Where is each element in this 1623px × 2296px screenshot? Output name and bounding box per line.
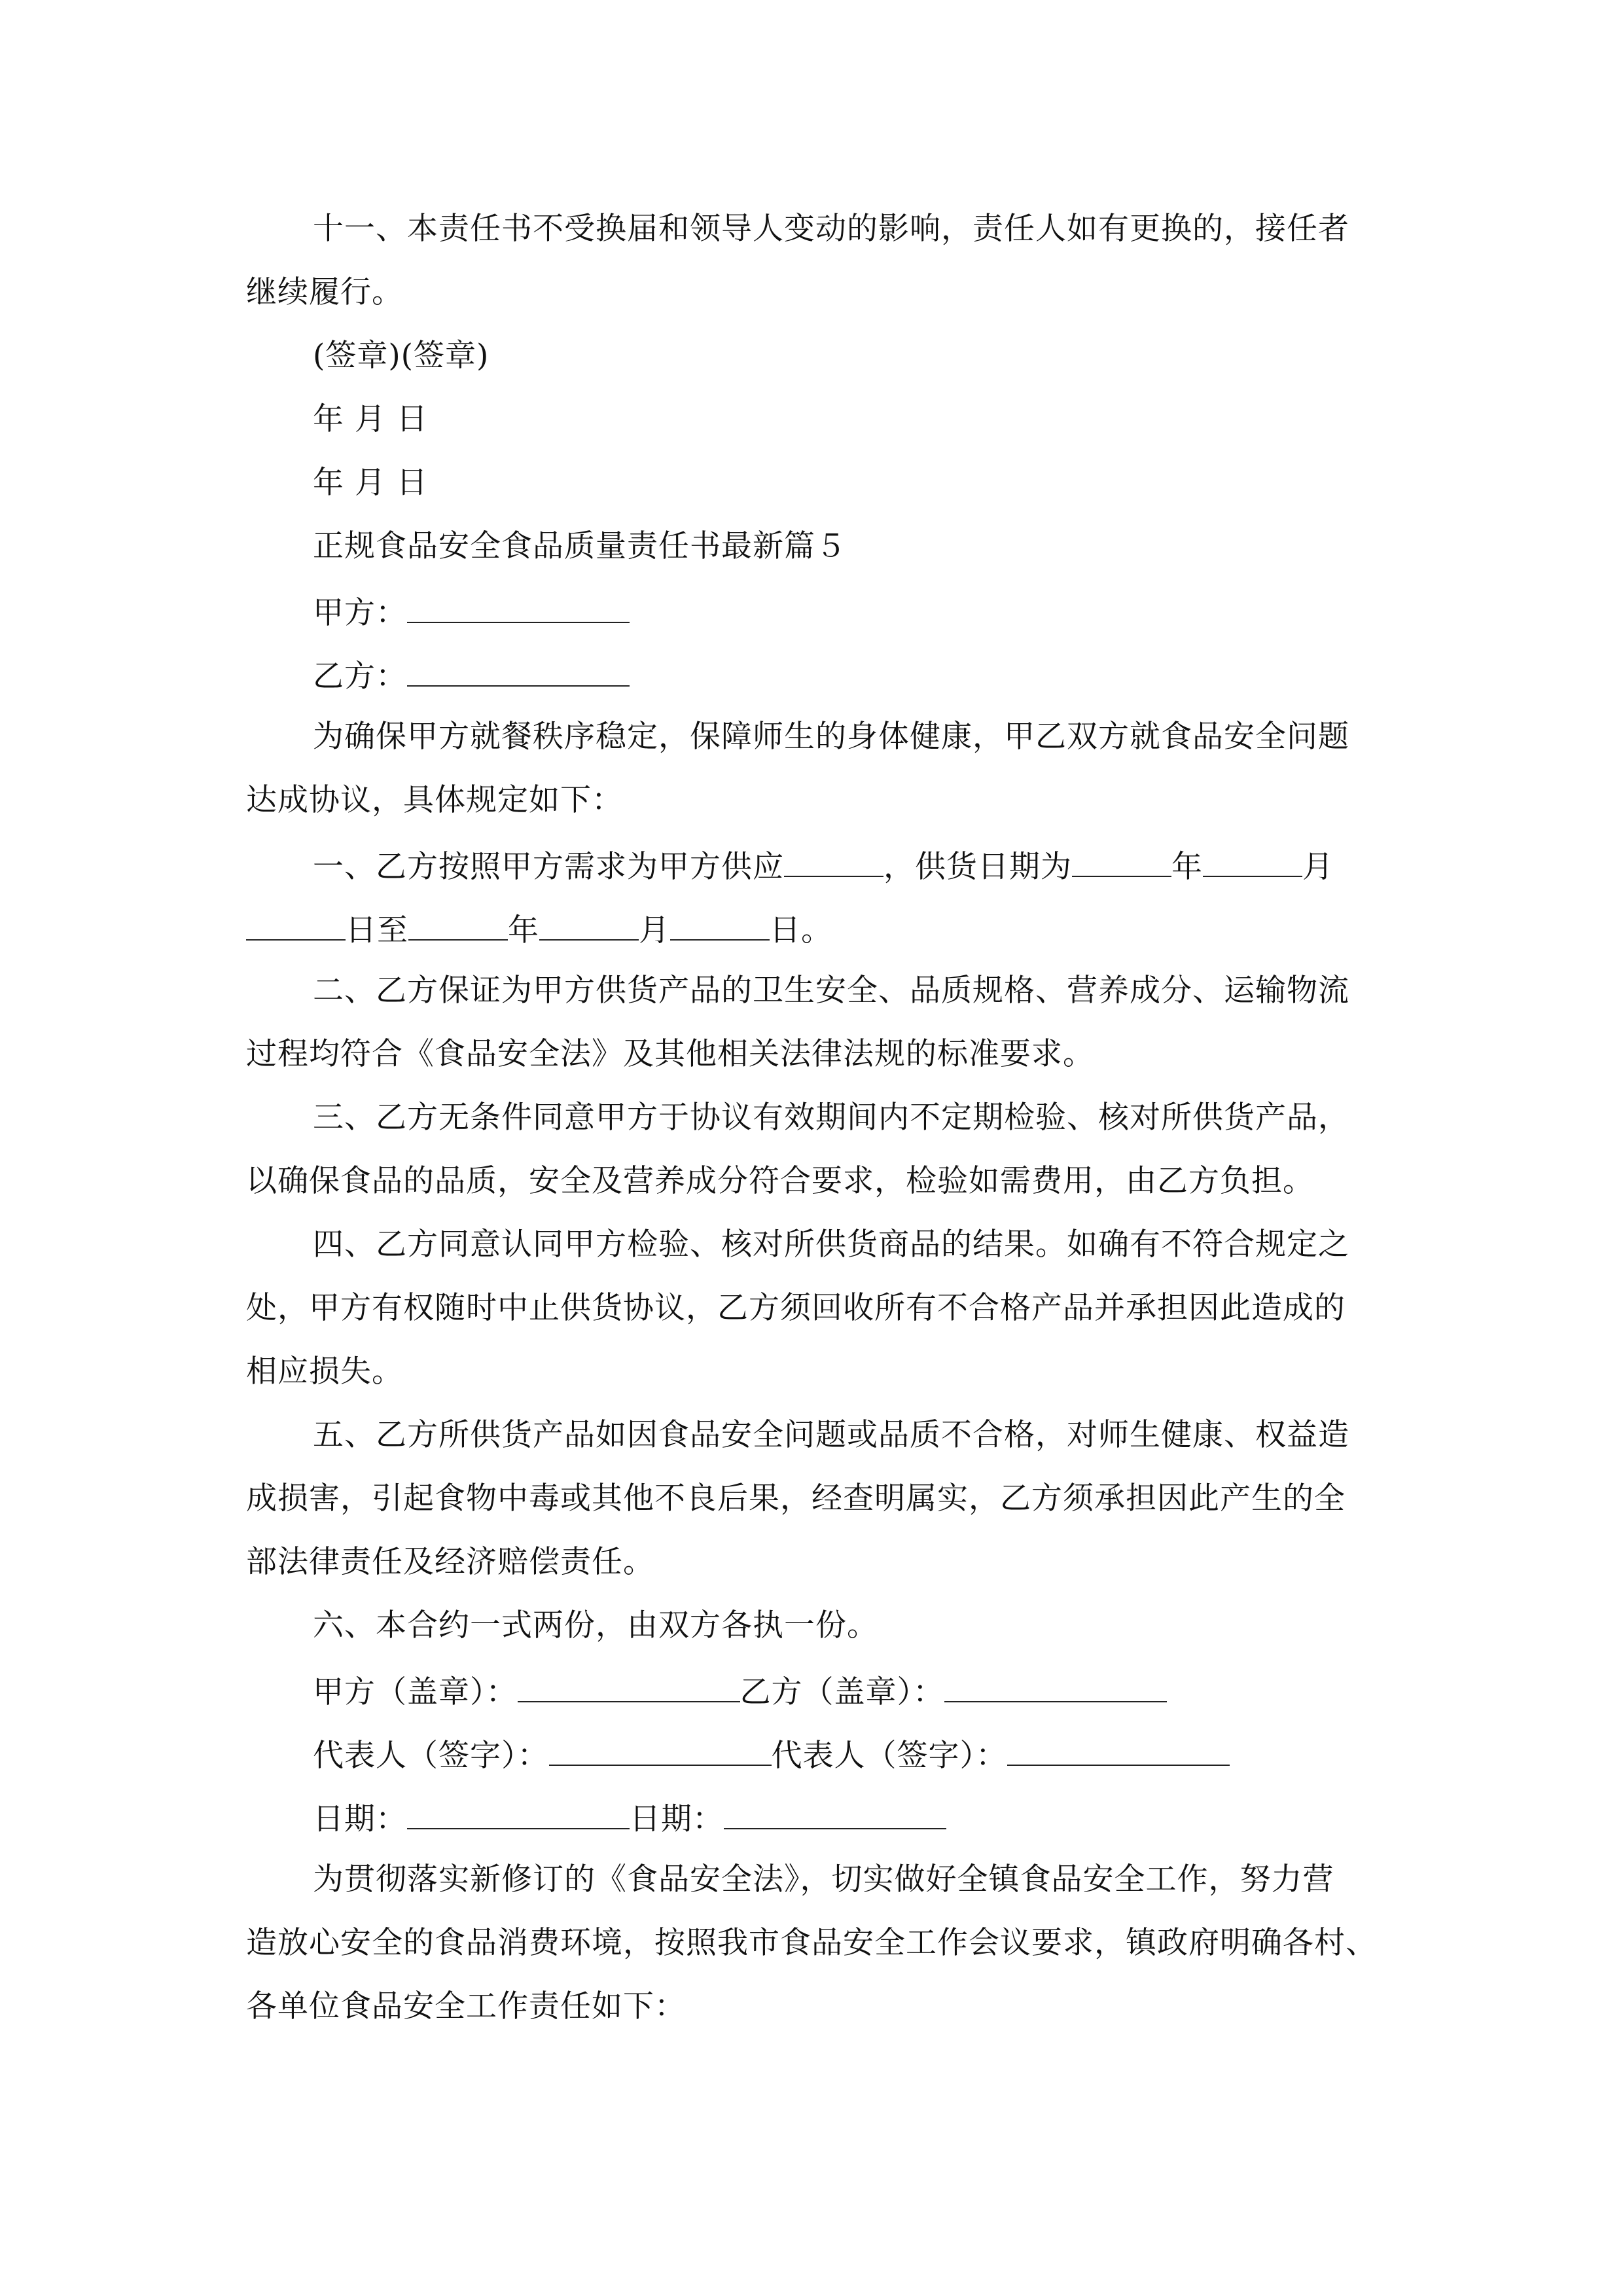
day-end-label: 日。 xyxy=(770,912,832,948)
end-year-blank xyxy=(408,909,508,941)
party-b-label: 乙方： xyxy=(313,658,407,694)
representative-line xyxy=(313,1734,1452,1774)
clause-11-line-1: 十一、本责任书不受换届和领导人变动的影响，责任人如有更换的，接任者 xyxy=(313,211,1349,247)
rep-a-blank xyxy=(549,1734,772,1766)
clause-2-line-1: 二、乙方保证为甲方供货产品的卫生安全、品质规格、营养成分、运输物流 xyxy=(313,973,1349,1009)
date-b-blank xyxy=(724,1798,946,1829)
section-title: 正规食品安全食品质量责任书最新篇５ xyxy=(313,528,847,564)
closing-line-2: 造放心安全的食品消费环境，按照我市食品安全工作会议要求，镇政府明确各村、 xyxy=(246,1925,1377,1961)
seal-a-blank xyxy=(518,1671,740,1702)
clause-1-text-b: ，供货日期为 xyxy=(883,849,1072,885)
rep-a-label: 代表人（签字）： xyxy=(313,1738,549,1774)
clause-4-line-1: 四、乙方同意认同甲方检验、核对所供货商品的结果。如确有不符合规定之 xyxy=(313,1227,1349,1263)
rep-b-label: 代表人（签字）： xyxy=(771,1738,1007,1774)
clause-4-line-3: 相应损失。 xyxy=(246,1354,403,1390)
day-to-label: 日至 xyxy=(346,912,408,948)
date-a-blank xyxy=(407,1798,630,1829)
clause-6: 六、本合约一式两份，由双方各执一份。 xyxy=(313,1607,878,1643)
start-day-blank xyxy=(246,909,346,941)
closing-line-1: 为贯彻落实新修订的《食品安全法》，切实做好全镇食品安全工作，努力营 xyxy=(313,1861,1334,1897)
seal-b-label: 乙方（盖章）： xyxy=(740,1674,944,1710)
date-a-label: 日期： xyxy=(313,1801,407,1837)
clause-5-line-3: 部法律责任及经济赔偿责任。 xyxy=(246,1544,654,1580)
intro-line-1: 为确保甲方就餐秩序稳定，保障师生的身体健康，甲乙双方就食品安全问题 xyxy=(313,719,1349,755)
year-label-2: 年 xyxy=(508,912,539,948)
party-b-blank xyxy=(407,655,630,687)
clause-1-text-a: 一、乙方按照甲方需求为甲方供应 xyxy=(313,849,784,885)
seal-a-label: 甲方（盖章）： xyxy=(313,1674,518,1710)
date-line-1: 年 月 日 xyxy=(313,401,428,437)
clause-1-line-1 xyxy=(313,846,1452,885)
date-line-2: 年 月 日 xyxy=(313,465,428,501)
intro-line-2: 达成协议，具体规定如下： xyxy=(246,782,623,818)
month-label: 月 xyxy=(1302,849,1334,885)
signing-date-line xyxy=(313,1798,1452,1835)
clause-4-line-2: 处，甲方有权随时中止供货协议，乙方须回收所有不合格产品并承担因此造成的 xyxy=(246,1290,1346,1326)
start-year-blank xyxy=(1072,846,1171,877)
seal-b-blank xyxy=(944,1671,1167,1702)
date-b-label: 日期： xyxy=(630,1801,724,1837)
clause-1-line-2 xyxy=(246,909,1385,946)
clause-11-line-2: 继续履行。 xyxy=(246,274,403,310)
end-day-blank xyxy=(670,909,770,941)
clause-3-line-2: 以确保食品的品质，安全及营养成分符合要求，检验如需费用，由乙方负担。 xyxy=(246,1163,1314,1199)
closing-line-3: 各单位食品安全工作责任如下： xyxy=(246,1988,686,2024)
start-month-blank xyxy=(1203,846,1302,877)
party-a-line xyxy=(313,592,1452,631)
party-b-line xyxy=(313,655,1452,692)
month-label-2: 月 xyxy=(639,912,670,948)
clause-5-line-2: 成损害，引起食物中毒或其他不良后果，经查明属实，乙方须承担因此产生的全 xyxy=(246,1480,1346,1516)
year-label: 年 xyxy=(1171,849,1203,885)
rep-b-blank xyxy=(1007,1734,1230,1766)
clause-3-line-1: 三、乙方无条件同意甲方于协议有效期间内不定期检验、核对所供货产品， xyxy=(313,1100,1349,1136)
clause-2-line-2: 过程均符合《食品安全法》及其他相关法律法规的标准要求。 xyxy=(246,1036,1094,1072)
clause-5-line-1: 五、乙方所供货产品如因食品安全问题或品质不合格，对师生健康、权益造 xyxy=(313,1417,1349,1453)
party-a-label: 甲方： xyxy=(313,595,407,631)
end-month-blank xyxy=(539,909,639,941)
signature-line: (签章)(签章) xyxy=(313,338,490,374)
supply-item-blank xyxy=(784,846,883,877)
seal-line xyxy=(313,1671,1452,1708)
party-a-blank xyxy=(407,592,630,623)
